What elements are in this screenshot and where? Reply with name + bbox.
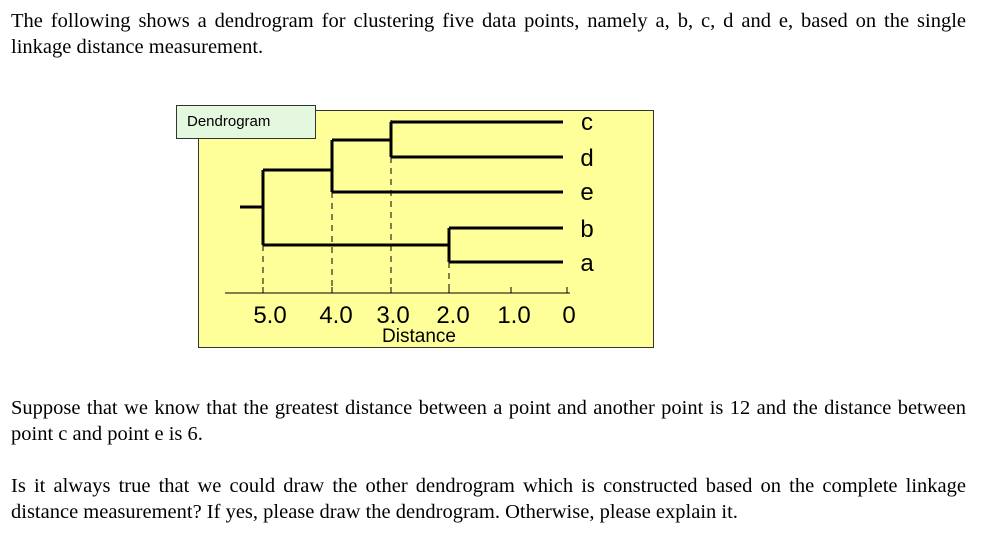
question-paragraph-1: Suppose that we know that the greatest distance between a point and another point is 12 and the distance between point c and point e is 6. (11, 397, 966, 445)
leaf-label-d: d (580, 145, 594, 172)
question-paragraph-2: Is it always true that we could draw the other dendrogram which is constructed based on the complete linkage distance measurement? If yes, please draw the dendrogram. Otherwise, please explain it. (11, 475, 966, 523)
tick-label-0: 0 (562, 302, 576, 329)
tick-label-2: 2.0 (436, 302, 470, 329)
leaf-label-e: e (580, 179, 594, 206)
dendrogram-tag: Dendrogram (176, 105, 316, 139)
axis-title: Distance (382, 326, 456, 347)
leaf-label-b: b (580, 216, 594, 243)
tick-label-4: 4.0 (319, 302, 353, 329)
tick-label-1: 1.0 (497, 302, 531, 329)
intro-paragraph: The following shows a dendrogram for clustering five data points, namely a, b, c, d and e, based on the single linkage distance measurement. (11, 10, 966, 58)
leaf-label-c: c (581, 109, 593, 136)
tick-label-5: 5.0 (253, 302, 287, 329)
leaf-label-a: a (580, 250, 594, 277)
tick-label-3: 3.0 (376, 302, 410, 329)
